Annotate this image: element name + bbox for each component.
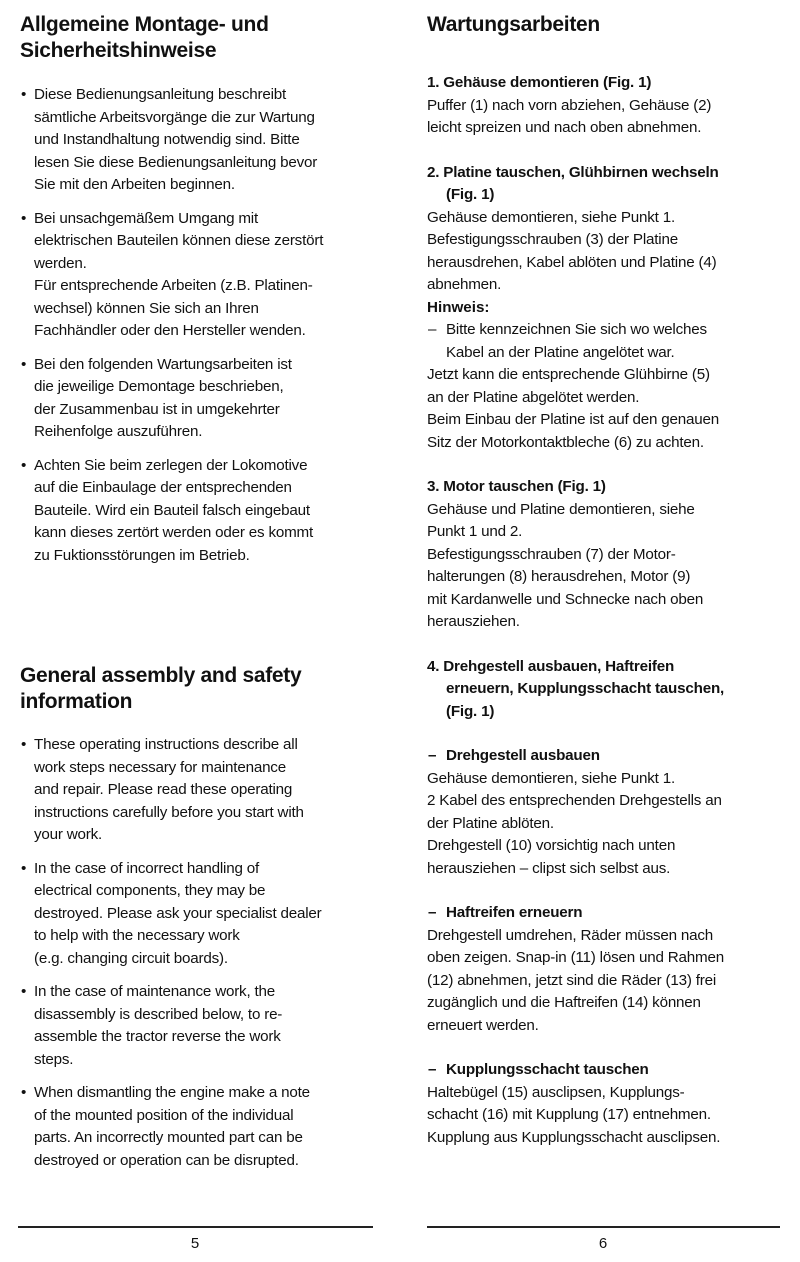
text-line: Bauteile. Wird ein Bauteil falsch eingebaut (34, 501, 310, 519)
dash-icon: – (428, 1061, 437, 1078)
text-line: Kupplungsschacht tauschen (446, 1061, 649, 1078)
substep-heading (427, 902, 787, 925)
text-line: halterungen (8) herausdrehen, Motor (9) (427, 568, 691, 585)
substep-drehgestell (427, 745, 787, 880)
list-item (20, 84, 380, 197)
text-line: 2 Kabel des entsprechenden Drehgestells an (427, 792, 722, 809)
text-line: leicht spreizen und nach oben abnehmen. (427, 119, 702, 136)
text-line: der Platine ablöten. (427, 814, 554, 832)
text-line: assemble the tractor reverse the work (34, 1028, 281, 1045)
text-line: mit Kardanwelle und Schnecke nach oben (427, 590, 704, 608)
step-heading (427, 656, 787, 724)
text-line: herausziehen – clipst sich selbst aus. (427, 859, 671, 877)
step-1 (427, 72, 787, 140)
dash-icon: – (428, 321, 437, 338)
text-line: destroyed or operation can be disrupted. (34, 1151, 299, 1169)
list-item (20, 981, 380, 1071)
title-line: Allgemeine Montage- und (20, 13, 269, 36)
text-line: your work. (34, 826, 103, 843)
title-line: General assembly and safety (20, 664, 302, 687)
list-item (20, 455, 380, 568)
step-body (427, 207, 787, 297)
text-line: (Fig. 1) (446, 702, 495, 720)
step-4 (427, 656, 787, 724)
text-line: steps. (34, 1050, 74, 1068)
text-line: Bei den folgenden Wartungsarbeiten ist (34, 355, 292, 373)
maintenance-steps (427, 72, 787, 1171)
text-line: Gehäuse und Platine demontieren, siehe (427, 500, 695, 518)
text-line: 3. Motor tauschen (Fig. 1) (427, 478, 606, 495)
text-line: work steps necessary for maintenance (34, 758, 286, 776)
text-line: Befestigungsschrauben (3) der Platine (427, 231, 678, 248)
step-body-continued (427, 364, 787, 454)
text-line: of the mounted position of the individual (34, 1106, 294, 1124)
maintenance-title: Wartungsarbeiten (427, 13, 600, 36)
text-line: In the case of maintenance work, the (34, 983, 276, 1000)
substep-heading (427, 1059, 787, 1082)
text-line: disassembly is described below, to re- (34, 1005, 283, 1023)
text-line: zu Fuktionsstörungen im Betrieb. (34, 546, 250, 564)
text-line: and repair. Please read these operating (34, 781, 293, 798)
text-line: When dismantling the engine make a note (34, 1084, 310, 1101)
text-line: parts. An incorrectly mounted part can be (34, 1129, 303, 1146)
step-body (427, 95, 787, 140)
note-item (427, 319, 787, 364)
substep-haftreifen (427, 902, 787, 1037)
german-safety-list (20, 84, 380, 578)
text-line: to help with the necessary work (34, 927, 240, 944)
footer-rule-left (18, 1226, 373, 1228)
footer-rule-right (427, 1226, 780, 1228)
text-line: kann dieses zertört werden oder es kommt (34, 524, 314, 541)
text-line: die jeweilige Demontage beschrieben, (34, 378, 284, 395)
text-line: und Instandhaltung notwendig sind. Bitte (34, 131, 300, 148)
text-line: herausziehen. (427, 613, 520, 630)
step-heading (427, 72, 787, 95)
text-line: herausdrehen, Kabel ablöten und Platine (4) (427, 253, 717, 271)
text-line: Puffer (1) nach vorn abziehen, Gehäuse (2) (427, 96, 712, 114)
text-line: Sie mit den Arbeiten beginnen. (34, 176, 235, 193)
text-line: elektrischen Bauteilen können diese zerstört (34, 232, 324, 249)
bullet-icon: • (21, 209, 27, 227)
substep-heading (427, 745, 787, 768)
text-line: 2. Platine tauschen, Glühbirnen wechseln (427, 163, 719, 181)
english-safety-title (20, 663, 380, 715)
text-line: 4. Drehgestell ausbauen, Haftreifen (427, 657, 675, 675)
text-line: Für entsprechende Arbeiten (z.B. Platinen- (34, 277, 313, 294)
list-item (20, 858, 380, 971)
text-line: auf die Einbaulage der entsprechenden (34, 479, 292, 496)
text-line: 1. Gehäuse demontieren (Fig. 1) (427, 74, 652, 91)
text-line: an der Platine abgelötet werden. (427, 388, 640, 406)
text-line: In the case of incorrect handling of (34, 859, 259, 877)
bullet-icon: • (21, 456, 27, 474)
text-line: lesen Sie diese Bedienungsanleitung bevor (34, 153, 318, 171)
text-line: wechsel) können Sie sich an Ihren (34, 299, 259, 317)
text-line: Drehgestell umdrehen, Räder müssen nach (427, 926, 713, 944)
bullet-icon: • (21, 355, 27, 373)
list-item (20, 734, 380, 847)
text-line: Drehgestell (10) vorsichtig nach unten (427, 837, 676, 854)
text-line: These operating instructions describe all (34, 736, 298, 753)
dash-icon: – (428, 904, 437, 921)
list-item (20, 354, 380, 444)
substep-body (427, 768, 787, 881)
german-safety-title (20, 12, 380, 64)
text-line: werden. (34, 254, 87, 272)
text-line: Kabel an der Platine angelötet war. (446, 343, 675, 361)
text-line: sämtliche Arbeitsvorgänge die zur Wartung (34, 108, 315, 126)
text-line: Bei unsachgemäßem Umgang mit (34, 209, 258, 227)
text-line: (Fig. 1) (446, 186, 495, 203)
text-line: Fachhändler oder den Hersteller wenden. (34, 322, 306, 339)
step-heading (427, 476, 787, 499)
text-line: abnehmen. (427, 276, 502, 293)
title-line: Sicherheitshinweise (20, 39, 217, 62)
page-number-right: 6 (598, 1235, 608, 1252)
text-line: zugänglich und die Haftreifen (14) können (427, 994, 701, 1011)
step-body (427, 499, 787, 634)
text-line: Kupplung aus Kupplungsschacht ausclipsen. (427, 1128, 721, 1146)
text-line: Befestigungsschrauben (7) der Motor- (427, 545, 676, 563)
bullet-icon: • (21, 736, 27, 753)
page-number-left: 5 (190, 1235, 200, 1252)
list-item (20, 1082, 380, 1172)
text-line: Gehäuse demontieren, siehe Punkt 1. (427, 769, 675, 787)
text-line: instructions carefully before you start with (34, 803, 304, 821)
bullet-icon: • (21, 859, 27, 877)
text-line: Drehgestell ausbauen (446, 747, 600, 764)
text-line: Sitz der Motorkontaktbleche (6) zu achten. (427, 433, 704, 451)
text-line: erneuern, Kupplungsschacht tauschen, (446, 680, 725, 697)
text-line: Beim Einbau der Platine ist auf den genauen (427, 411, 719, 428)
text-line: Achten Sie beim zerlegen der Lokomotive (34, 456, 308, 474)
substep-body (427, 925, 787, 1038)
text-line: Bitte kennzeichnen Sie sich wo welches (446, 321, 707, 338)
text-line: oben zeigen. Snap-in (11) lösen und Rahmen (427, 949, 724, 966)
step-3 (427, 476, 787, 634)
bullet-icon: • (21, 1084, 27, 1101)
substep-body (427, 1082, 787, 1150)
bullet-icon: • (21, 983, 27, 1000)
dash-icon: – (428, 747, 437, 764)
step-2 (427, 162, 787, 455)
text-line: erneuert werden. (427, 1016, 539, 1034)
step-heading (427, 162, 787, 207)
bullet-icon: • (21, 86, 27, 103)
text-line: Jetzt kann die entsprechende Glühbirne (5) (427, 366, 710, 383)
note-label: Hinweis: (427, 298, 490, 316)
text-line: schacht (16) mit Kupplung (17) entnehmen. (427, 1106, 711, 1123)
title-line: information (20, 690, 133, 713)
list-item (20, 208, 380, 343)
text-line: Haltebügel (15) ausclipsen, Kupplungs- (427, 1083, 685, 1101)
text-line: Punkt 1 und 2. (427, 523, 523, 540)
text-line: Gehäuse demontieren, siehe Punkt 1. (427, 208, 675, 226)
text-line: (e.g. changing circuit boards). (34, 949, 228, 967)
text-line: (12) abnehmen, jetzt sind die Räder (13) frei (427, 971, 716, 989)
text-line: Haftreifen erneuern (446, 904, 583, 921)
text-line: der Zusammenbau ist in umgekehrter (34, 400, 280, 418)
substep-kupplungsschacht (427, 1059, 787, 1149)
text-line: destroyed. Please ask your specialist dealer (34, 904, 322, 922)
english-safety-list (20, 734, 380, 1183)
text-line: Diese Bedienungsanleitung beschreibt (34, 86, 287, 103)
text-line: electrical components, they may be (34, 882, 266, 899)
text-line: Reihenfolge auszuführen. (34, 423, 203, 440)
